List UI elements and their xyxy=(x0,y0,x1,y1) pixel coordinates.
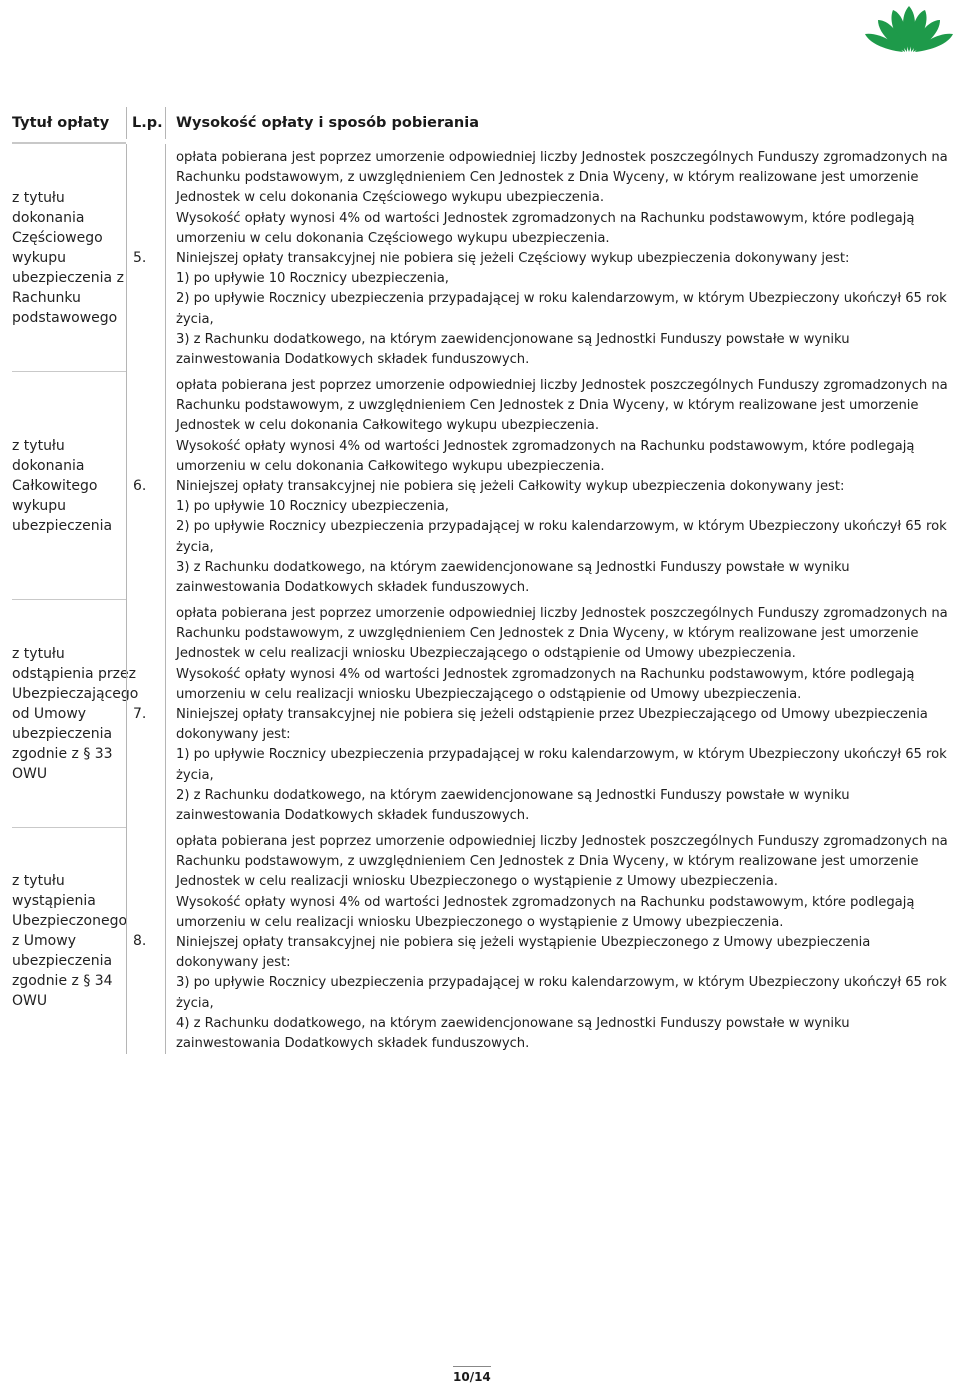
paragraph: opłata pobierana jest poprzez umorzenie odpowiedniej liczby Jednostek poszczególnych Funduszy zgromadzonych na Rachunku podstawowym, z uwzględnieniem Cen Jednostek z Dnia Wyceny, w którym realizowane jest umorzenie Jednostek w celu dokonania Częściowego wykupu ubezpieczenia. xyxy=(176,150,948,206)
row-description xyxy=(166,828,950,1054)
table-row xyxy=(12,144,950,372)
paragraph: 1) po upływie 10 Rocznicy ubezpieczenia, xyxy=(176,499,449,515)
paragraph: Niniejszej opłaty transakcyjnej nie pobiera się jeżeli odstąpienie przez Ubezpieczającego od Umowy ubezpieczenia dokonywany jest: xyxy=(176,707,928,743)
header-fee-title: Tytuł opłaty xyxy=(12,115,110,131)
row-lp: 8. xyxy=(126,828,166,1054)
paragraph: Niniejszej opłaty transakcyjnej nie pobiera się jeżeli Całkowity wykup ubezpieczenia dokonywany jest: xyxy=(176,479,845,495)
row-description xyxy=(166,372,950,600)
header-lp: L.p. xyxy=(126,115,166,131)
row-title: z tytułu dokonania Całkowitego wykupu ubezpieczenia xyxy=(12,372,126,600)
paragraph: Wysokość opłaty wynosi 4% od wartości Jednostek zgromadzonych na Rachunku podstawowym, które podlegają umorzeniu w celu dokonania Całkowitego wykupu ubezpieczenia. xyxy=(176,438,915,474)
paragraph: 2) po upływie Rocznicy ubezpieczenia przypadającej w roku kalendarzowym, w którym Ubezpieczony ukończył 65 rok życia, xyxy=(176,291,947,327)
paragraph: opłata pobierana jest poprzez umorzenie odpowiedniej liczby Jednostek poszczególnych Funduszy zgromadzonych na Rachunku podstawowym, z uwzględnieniem Cen Jednostek z Dnia Wyceny, w którym realizowane jest umorzenie Jednostek w celu dokonania Całkowitego wykupu ubezpieczenia. xyxy=(176,378,948,434)
row-description xyxy=(166,600,950,828)
table-header xyxy=(12,104,950,142)
paragraph: 3) z Rachunku dodatkowego, na którym zaewidencjonowane są Jednostki Funduszy powstałe w wyniku zainwestowania Dodatkowych składek funduszowych. xyxy=(176,331,850,368)
paragraph: Niniejszej opłaty transakcyjnej nie pobiera się jeżeli Częściowy wykup ubezpieczenia dokonywany jest: xyxy=(176,251,850,267)
table-row xyxy=(12,600,950,828)
table-row xyxy=(12,372,950,600)
paragraph: 3) z Rachunku dodatkowego, na którym zaewidencjonowane są Jednostki Funduszy powstałe w wyniku zainwestowania Dodatkowych składek funduszowych. xyxy=(176,559,850,596)
paragraph: Wysokość opłaty wynosi 4% od wartości Jednostek zgromadzonych na Rachunku podstawowym, które podlegają umorzeniu w celu realizacji wniosku Ubezpieczającego o odstąpienie od Umowy ubezpieczenia. xyxy=(176,666,915,702)
company-logo-icon xyxy=(862,4,956,54)
page-number: 10/14 xyxy=(453,1370,491,1384)
paragraph: Wysokość opłaty wynosi 4% od wartości Jednostek zgromadzonych na Rachunku podstawowym, które podlegają umorzeniu w celu realizacji wniosku Ubezpieczonego o wystąpienie z Umowy ubezpieczenia. xyxy=(176,894,915,930)
paragraph: opłata pobierana jest poprzez umorzenie odpowiedniej liczby Jednostek poszczególnych Funduszy zgromadzonych na Rachunku podstawowym, z uwzględnieniem Cen Jednostek z Dnia Wyceny, w którym realizowane jest umorzenie Jednostek w celu realizacji wniosku Ubezpieczonego o wystąpienie z Umowy ubezpieczenia. xyxy=(176,834,948,890)
paragraph: opłata pobierana jest poprzez umorzenie odpowiedniej liczby Jednostek poszczególnych Funduszy zgromadzonych na Rachunku podstawowym, z uwzględnieniem Cen Jednostek z Dnia Wyceny, w którym realizowane jest umorzenie Jednostek w celu realizacji wniosku Ubezpieczającego o odstąpienie od Umowy ubezpieczenia. xyxy=(176,606,948,662)
row-description xyxy=(166,144,950,372)
paragraph: 1) po upływie Rocznicy ubezpieczenia przypadającej w roku kalendarzowym, w którym Ubezpieczony ukończył 65 rok życia, xyxy=(176,747,947,783)
row-title: z tytułu dokonania Częściowego wykupu ubezpieczenia z Rachunku podstawowego xyxy=(12,144,126,372)
paragraph: 3) po upływie Rocznicy ubezpieczenia przypadającej w roku kalendarzowym, w którym Ubezpieczony ukończył 65 rok życia, xyxy=(176,975,947,1011)
row-title: z tytułu wystąpienia Ubezpieczonego z Umowy ubezpieczenia zgodnie z § 34 OWU xyxy=(12,873,128,1009)
row-lp: 5. xyxy=(126,144,166,372)
paragraph: 2) z Rachunku dodatkowego, na którym zaewidencjonowane są Jednostki Funduszy powstałe w wyniku zainwestowania Dodatkowych składek funduszowych. xyxy=(176,787,850,824)
table-row xyxy=(12,828,950,1054)
row-title: z tytułu odstąpienia przez Ubezpieczającego od Umowy ubezpieczenia zgodnie z § 33 OWU xyxy=(12,600,126,828)
header-description: Wysokość opłaty i sposób pobierania xyxy=(176,115,480,131)
paragraph: 1) po upływie 10 Rocznicy ubezpieczenia, xyxy=(176,271,449,287)
paragraph: Niniejszej opłaty transakcyjnej nie pobiera się jeżeli wystąpienie Ubezpieczonego z Umowy ubezpieczenia dokonywany jest: xyxy=(176,935,871,971)
row-lp: 7. xyxy=(126,600,166,828)
paragraph: 2) po upływie Rocznicy ubezpieczenia przypadającej w roku kalendarzowym, w którym Ubezpieczony ukończył 65 rok życia, xyxy=(176,519,947,555)
row-lp: 6. xyxy=(126,372,166,600)
fee-table xyxy=(12,104,950,1054)
paragraph: 4) z Rachunku dodatkowego, na którym zaewidencjonowane są Jednostki Funduszy powstałe w wyniku zainwestowania Dodatkowych składek funduszowych. xyxy=(176,1015,850,1052)
paragraph: Wysokość opłaty wynosi 4% od wartości Jednostek zgromadzonych na Rachunku podstawowym, które podlegają umorzeniu w celu dokonania Częściowego wykupu ubezpieczenia. xyxy=(176,210,915,246)
